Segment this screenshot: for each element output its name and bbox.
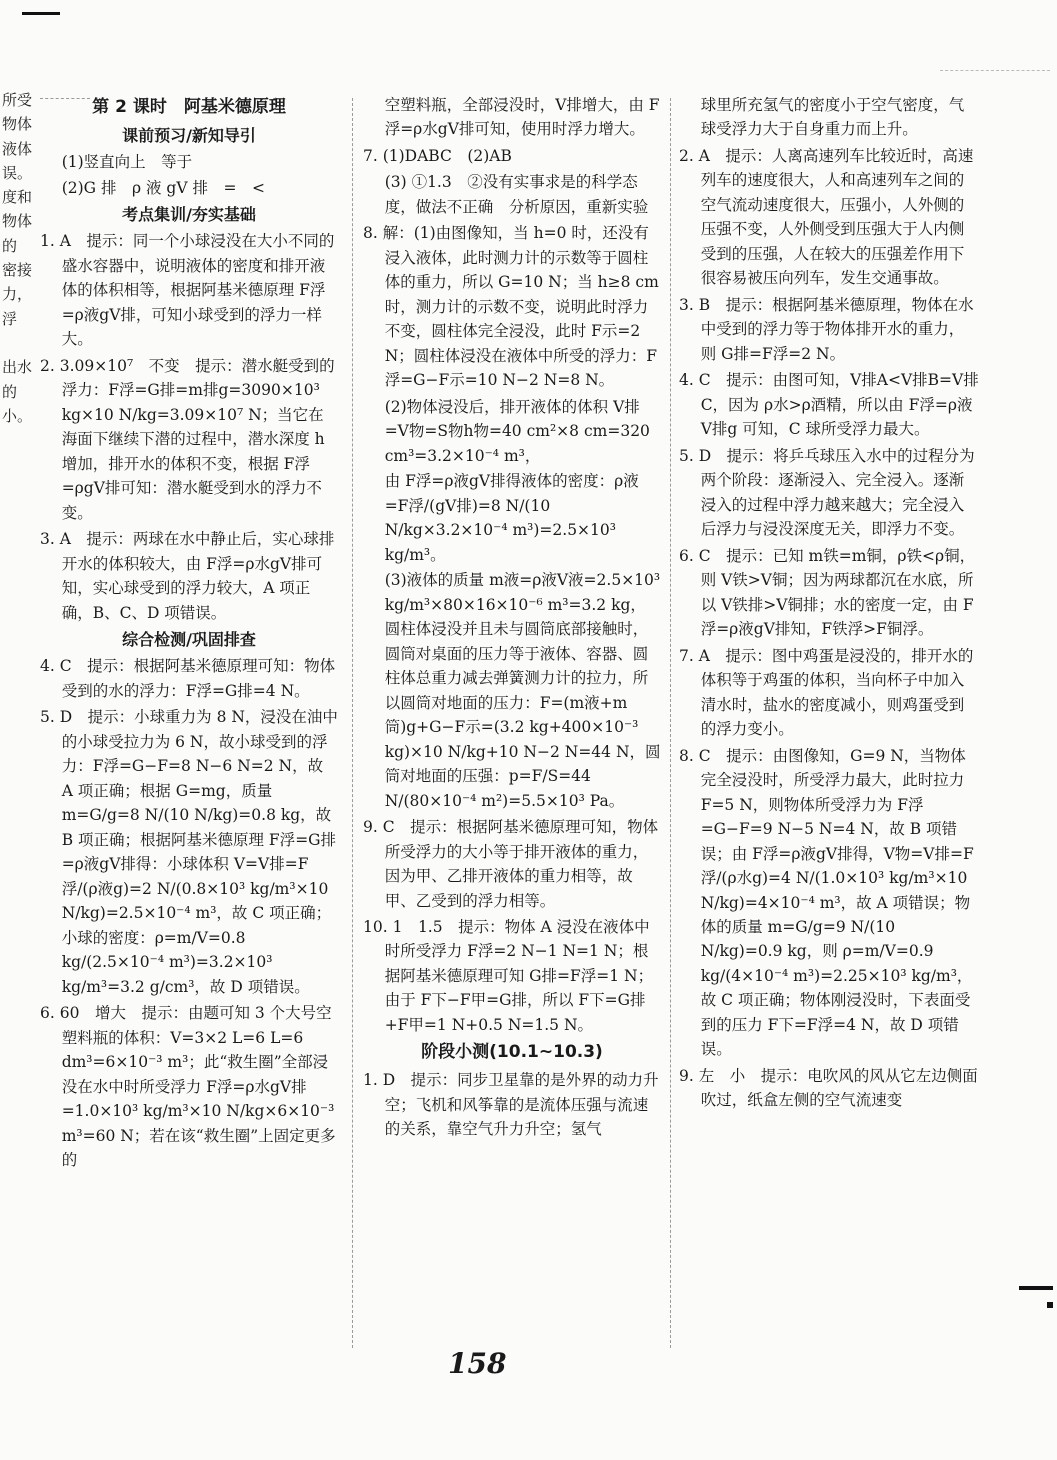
section-preview-header: 课前预习/新知导引 bbox=[122, 125, 256, 145]
preview-line-2: (2)G 排 ρ 液 gV 排 = < bbox=[61, 178, 265, 197]
stage-answer-6: 6. C 提示：已知 m铁=m铜，ρ铁<ρ铜，则 V铁>V铜；因为两球都沉在水底，所以 V铁排>V铜排；水的密度一定，由 F浮=ρ液gV排知，F铁浮>F铜浮。 bbox=[679, 546, 976, 639]
answer-6: 6. 60 增大 提示：由题可知 3 个大号空塑料瓶的体积：V=3×2 L=6 L=6 dm³=6×10⁻³ m³；此“救生圈”全部浸没在水中时所受浮力 F浮=ρ水gV排=1.0×10³ kg/m³×10 N/kg×6×10⁻³ m³=60 N；若在该“救生圈”上固定更多的 bbox=[40, 1004, 336, 1170]
stage-answer-7: 7. A 提示：图中鸡蛋是浸没的，排开水的体积等于鸡蛋的体积，当向杯子中加入清水时，盐水的密度减小，则鸡蛋受到的浮力变小。 bbox=[679, 646, 974, 739]
column-2 bbox=[363, 92, 661, 1144]
stage-answer-5: 5. D 提示：将乒乓球压入水中的过程分为两个阶段：逐渐浸入、完全浸入。逐渐浸入的过程中浮力越来越大；完全浸入后浮力与浸没深度无关，即浮力不变。 bbox=[679, 446, 975, 539]
answer-7-part3: (3) ①1.3 ②没有实事求是的科学态度，做法不正确 分析原因，重新实验 bbox=[384, 173, 649, 216]
answer-3: 3. A 提示：两球在水中静止后，实心球排开水的体积较大，由 F浮=ρ水gV排可知，实心球受到的浮力较大，A 项正确，B、C、D 项错误。 bbox=[40, 530, 335, 622]
stage-answer-9: 9. 左 小 提示：电吹风的风从它左边侧面吹过，纸盒左侧的空气流速变 bbox=[679, 1066, 978, 1110]
answer-9: 9. C 提示：根据阿基米德原理可知，物体所受浮力的大小等于排开液体的重力，因为甲、乙排开液体的重力相等，故甲、乙受到的浮力相等。 bbox=[363, 818, 659, 910]
column-divider-2 bbox=[670, 98, 671, 1348]
answer-7: 7. (1)DABC (2)AB bbox=[363, 146, 512, 165]
answer-1: 1. A 提示：同一个小球浸没在大小不同的盛水容器中，说明液体的密度和排开液体的体积相等，根据阿基米德原理 F浮=ρ液gV排，可知小球受到的浮力一样大。 bbox=[40, 232, 335, 349]
page-number: 158 bbox=[448, 1347, 507, 1380]
stage-answer-8: 8. C 提示：由图像知，G=9 N，当物体完全浸没时，所受浮力最大，此时拉力 F=5 N，则物体所受浮力为 F浮=G−F=9 N−5 N=4 N，故 B 项错误；由 F浮=ρ液gV排得，V物=V排=F浮/(ρ水g)=4 N/(1.0×10³ kg/m³×10 N/kg)=4×10⁻⁴ m³，故 A 项错误；物体的质量 m=G/g=9 N/(10 N/kg)=0.9 kg，则 ρ=m/V=0.9 kg/(4×10⁻⁴ m³)=2.25×10³ kg/m³，故 C 项正确；物体刚浸没时，下表面受到的压力 F下=F浮=4 N，故 D 项错误。 bbox=[679, 746, 974, 1059]
lesson-title: 第 2 课时 阿基米德原理 bbox=[92, 97, 286, 117]
answer-8: 8. 解：(1)由图像知，当 h=0 时，还没有浸入液体，此时测力计的示数等于圆柱体的重力，所以 G=10 N；当 h≥8 cm 时，测力计的示数不变，说明此时浮力不变，圆柱体完全浸没，此时 F示=2 N；圆柱体浸没在液体中所受的浮力：F浮=G−F示=10 N−2 N=8 N。 bbox=[363, 224, 659, 390]
edge-mark bbox=[1019, 1286, 1053, 1290]
answer-5: 5. D 提示：小球重力为 8 N，浸没在油中的小球受拉力为 6 N，故小球受到的浮力：F浮=G−F=8 N−6 N=2 N，故 A 项正确；根据 G=mg，质量 m=G/g=8 N/(10 N/kg)=0.8 kg，故 B 项正确；根据阿基米德原理 F浮=G排=ρ液gV排得：小球体积 V=V排=F浮/(ρ液g)=2 N/(0.8×10³ kg/m³×10 N/kg)=2.5×10⁻⁴ m³，故 C 项正确；小球的密度：ρ=m/V=0.8 kg/(2.5×10⁻⁴ m³)=3.2×10³ kg/m³=3.2 g/cm³，故 D 项错误。 bbox=[40, 708, 338, 996]
stage-answer-1: 1. D 提示：同步卫星靠的是外界的动力升空；飞机和风筝靠的是流体压强与流速的关系，靠空气升力升空；氢气 bbox=[363, 1071, 659, 1139]
answer-6-continued: 空塑料瓶，全部浸没时，V排增大，由 F浮=ρ水gV排可知，使用时浮力增大。 bbox=[384, 96, 660, 139]
answer-8-part2: (2)物体浸没后，排开液体的体积 V排=V物=S物h物=40 cm²×8 cm=320 cm³=3.2×10⁻⁴ m³， bbox=[384, 397, 650, 465]
column-divider-1 bbox=[352, 98, 353, 1348]
top-rule bbox=[22, 12, 60, 15]
section-basics-header: 考点集训/夯实基础 bbox=[122, 205, 256, 225]
answer-2: 2. 3.09×10⁷ 不变 提示：潜水艇受到的浮力：F浮=G排=m排g=3090×10³ kg×10 N/kg=3.09×10⁷ N；当它在海面下继续下潜的过程中，潜水深度 h 增加，排开水的体积不变，根据 F浮=ρgV排可知：潜水艇受到水的浮力不变。 bbox=[40, 356, 335, 522]
answer-8-part3: (3)液体的质量 m液=ρ液V液=2.5×10³ kg/m³×80×16×10⁻⁶ m³=3.2 kg，圆柱体浸没并且未与圆筒底部接触时，圆筒对桌面的压力等于液体、容器、圆柱体总重力减去弹簧测力计的拉力，所以圆筒对地面的压力：F=(m液+m筒)g+G−F示=(3.2 kg+400×10⁻³ kg)×10 N/kg+10 N−2 N=44 N，圆筒对地面的压强：p=F/S=44 N/(80×10⁻⁴ m²)=5.5×10³ Pa。 bbox=[384, 571, 661, 810]
header-dash-right bbox=[940, 70, 1050, 71]
edge-dot bbox=[1047, 1302, 1053, 1308]
stage-answer-3: 3. B 提示：根据阿基米德原理，物体在水中受到的浮力等于物体排开水的重力，则 G排=F浮=2 N。 bbox=[679, 295, 974, 363]
left-edge-fragment: 所受 物体 液体 误。 度和 物体 的 密接 力， 浮 出水 的 小。 bbox=[2, 91, 33, 425]
answer-4: 4. C 提示：根据阿基米德原理可知：物体受到的水的浮力：F浮=G排=4 N。 bbox=[40, 657, 336, 700]
column-1 bbox=[40, 92, 338, 1175]
preview-line-1: (1)竖直向上 等于 bbox=[61, 153, 193, 172]
answer-8-density: 由 F浮=ρ液gV排得液体的密度：ρ液=F浮/(gV排)=8 N/(10 N/kg×3.2×10⁻⁴ m³)=2.5×10³ kg/m³。 bbox=[384, 472, 639, 564]
stage-answer-1-continued: 球里所充氢气的密度小于空气密度，气球受浮力大于自身重力而上升。 bbox=[700, 96, 965, 139]
answer-10: 10. 1 1.5 提示：物体 A 浸没在液体中时所受浮力 F浮=2 N−1 N=1 N；根据阿基米德原理可知 G排=F浮=1 N；由于 F下−F甲=G排，所以 F下=G排+F甲=1 N+0.5 N=1.5 N。 bbox=[363, 917, 654, 1034]
section-stage-test-header: 阶段小测(10.1~10.3) bbox=[421, 1042, 603, 1063]
stage-answer-4: 4. C 提示：由图可知，V排A<V排B=V排C，因为 ρ水>ρ酒精，所以由 F浮=ρ液V排g 可知，C 球所受浮力最大。 bbox=[679, 371, 979, 439]
column-3 bbox=[679, 92, 979, 1115]
stage-answer-2: 2. A 提示：人离高速列车比较近时，高速列车的速度很大，人和高速列车之间的空气流动速度很大，压强小，人外侧的压强不变，人外侧受到压强大于人内侧受到的压强，人在较大的压强差作用下很容易被压向列车，发生交通事故。 bbox=[679, 146, 974, 288]
section-review-header: 综合检测/巩固排查 bbox=[122, 630, 256, 650]
